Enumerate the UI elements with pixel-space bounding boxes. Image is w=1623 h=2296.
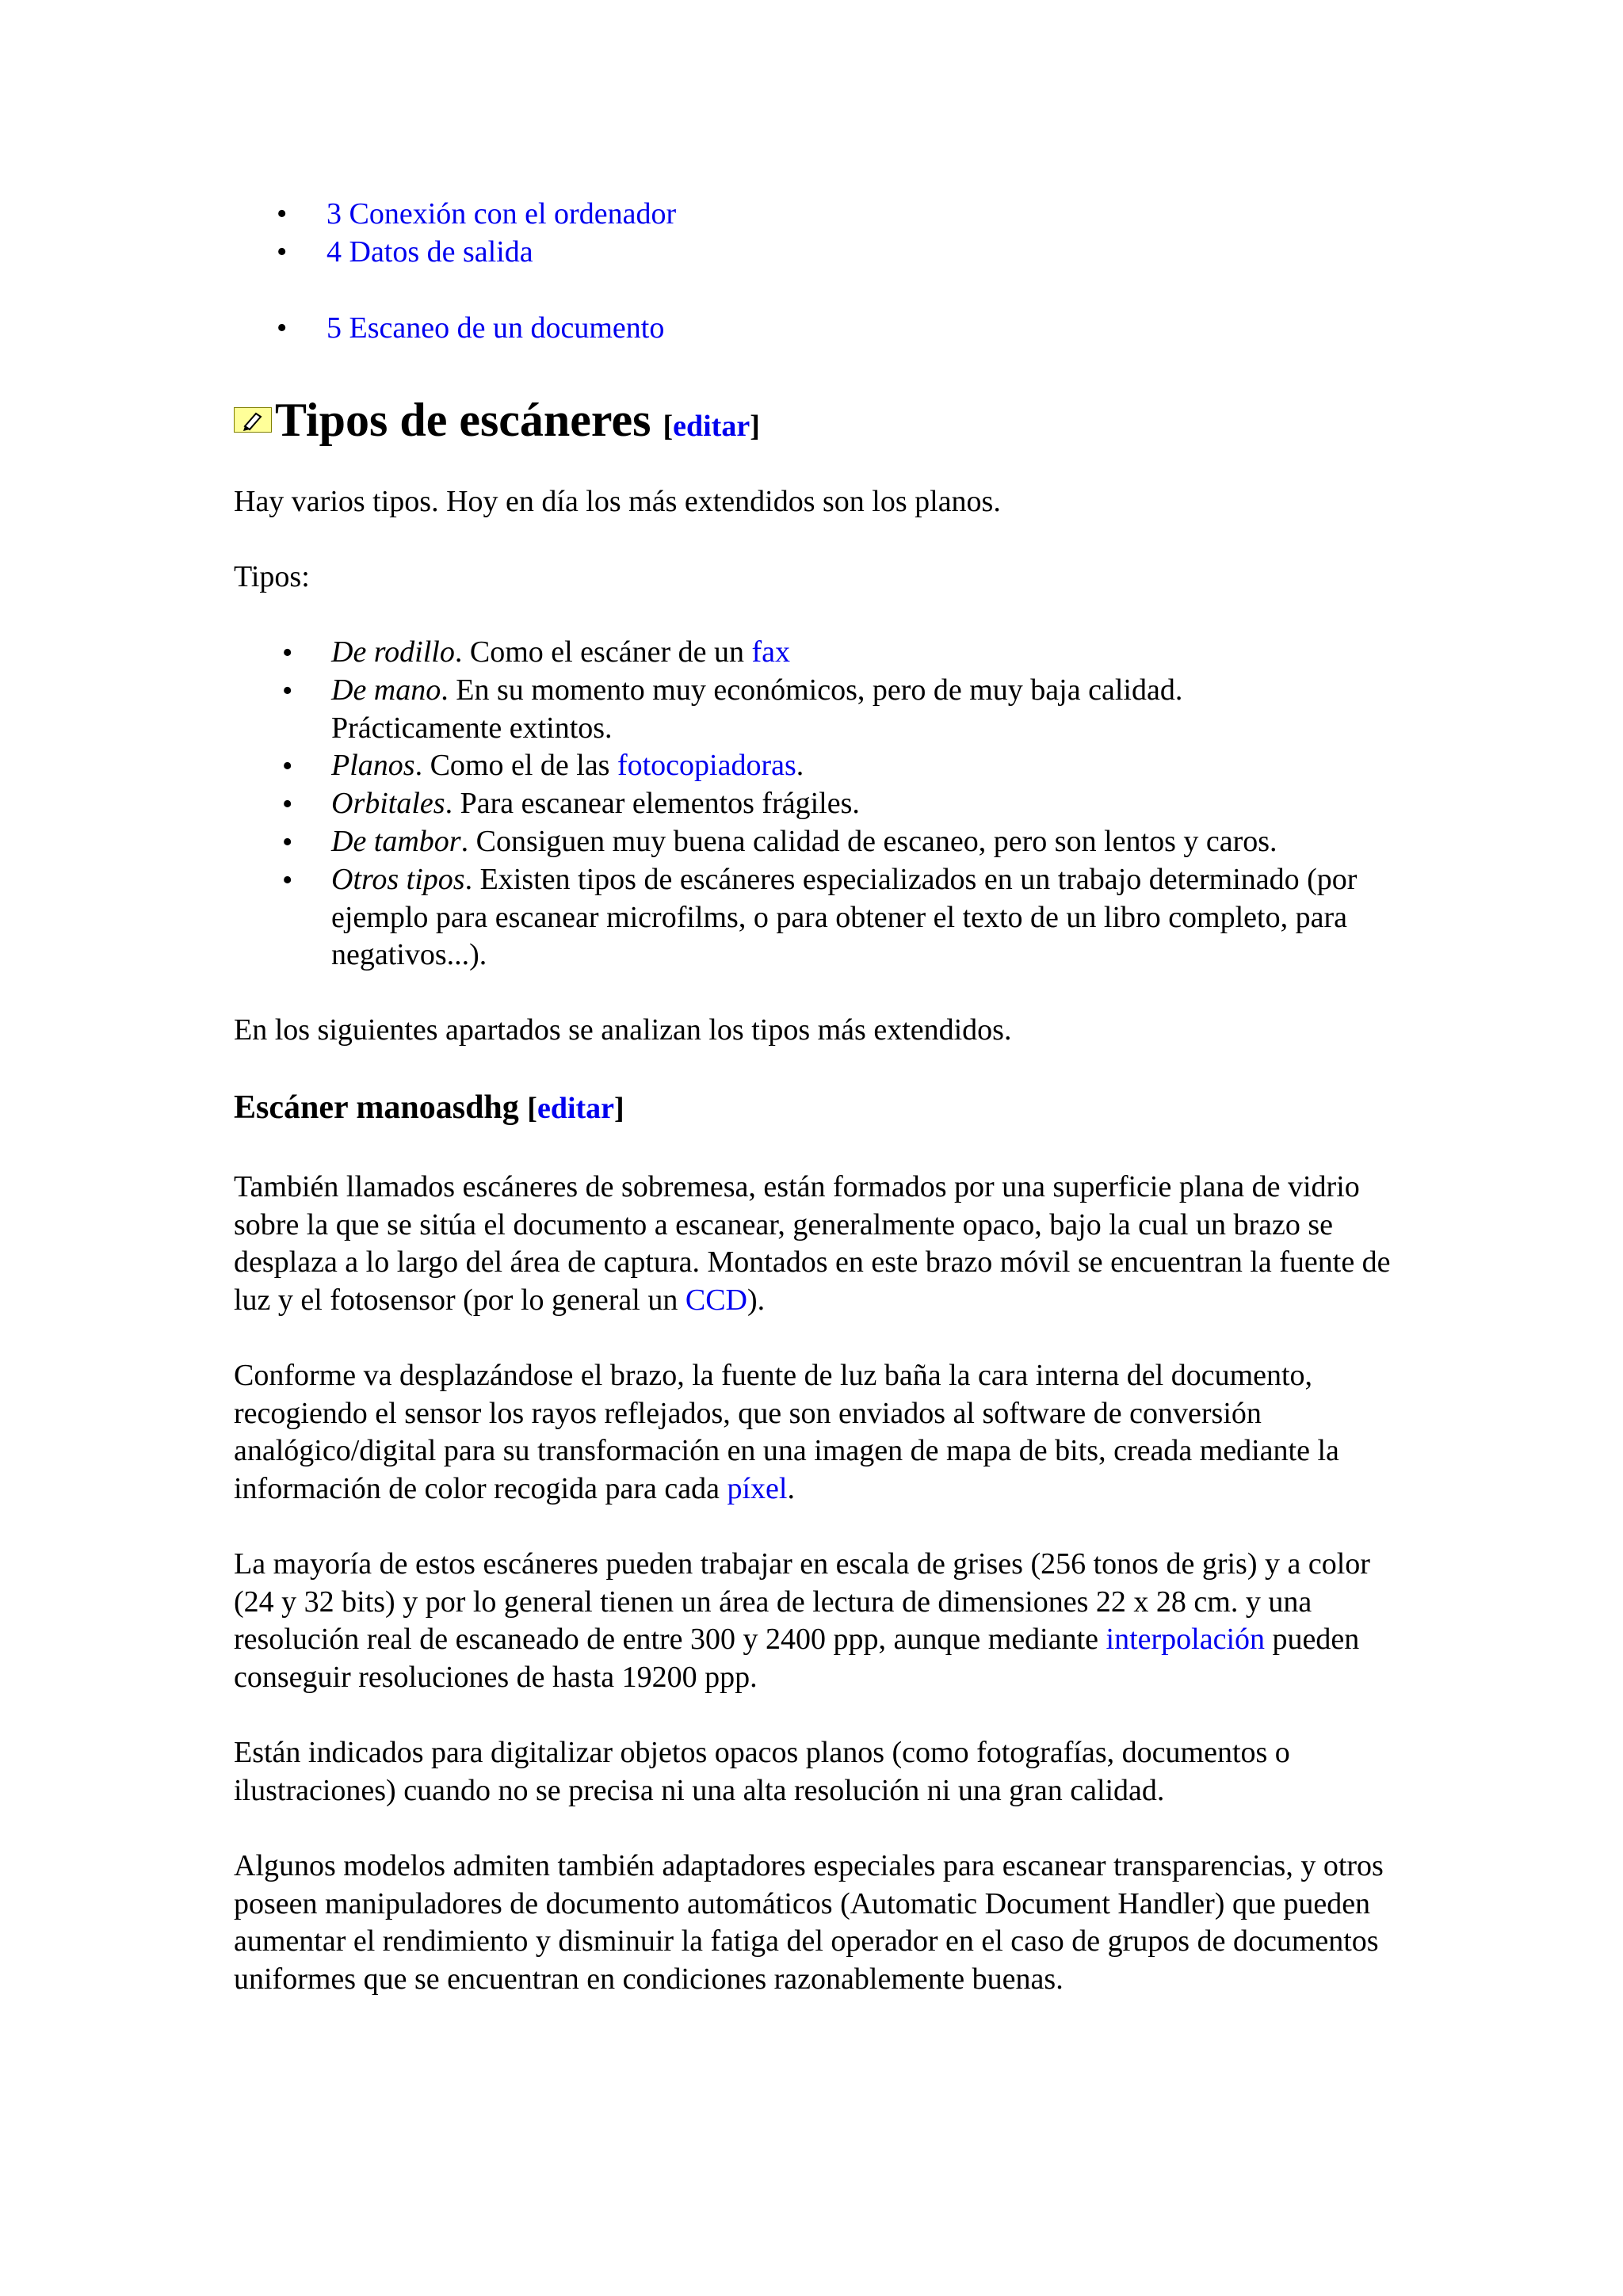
outro-paragraph: En los siguientes apartados se analizan los tipos más extendidos. <box>234 1013 1012 1047</box>
bullet: • <box>282 826 293 859</box>
type-name: De mano <box>331 673 441 707</box>
paragraph-text: La mayoría de estos escáneres pueden trabajar en escala de grises (256 tonos de gris) y a color (24 y 32 bits) y por lo general tienen un área de lectura de dimensiones 22 x 28 cm. y una resolución real de escaneado de entre 300 y 2400 ppp, aunque mediante <box>234 1547 1370 1657</box>
pixel-link[interactable]: píxel <box>727 1471 788 1505</box>
bullet: • <box>282 636 293 669</box>
type-text: . Como el de las <box>414 749 617 782</box>
type-text: . Existen tipos de escáneres especializados en un trabajo determinado (por ejemplo para escanear microfilms, o para obtener el texto de un libro completo, para negativos...). <box>331 863 1358 972</box>
type-text: . Consiguen muy buena calidad de escaneo, pero son lentos y caros. <box>460 825 1277 858</box>
toc-link[interactable]: 5 Escaneo de un documento <box>327 311 665 345</box>
type-text: . Como el escáner de un <box>454 635 752 669</box>
paragraph-text: También llamados escáneres de sobremesa, están formados por una superficie plana de vidrio sobre la que se sitúa el documento a escanear, generalmente opaco, bajo la cual un brazo se desplaza a lo largo del área de captura. Montados en este brazo móvil se encuentran la fuente de luz y el fotosensor (por lo general un <box>234 1170 1391 1317</box>
toc-link[interactable]: 3 Conexión con el ordenador <box>327 197 677 231</box>
edit-link[interactable]: editar <box>537 1092 615 1125</box>
type-text: . Para escanear elementos frágiles. <box>445 787 860 820</box>
edit-link-wrapper <box>527 1092 624 1125</box>
paragraph-text: Conforme va desplazándose el brazo, la fuente de luz baña la cara interna del documento, recogiendo el sensor los rayos reflejados, que son enviados al software de conversión analógico/digital para su transformación en una imagen de mapa de bits, creada mediante la información de color recogida para cada <box>234 1359 1339 1505</box>
type-link[interactable]: fax <box>751 635 790 669</box>
type-name: Otros tipos <box>331 863 465 896</box>
type-text: . En su momento muy económicos, pero de muy baja calidad. Prácticamente extintos. <box>331 673 1183 745</box>
section-heading-manoasdhg <box>234 1085 624 1131</box>
interpolacion-link[interactable]: interpolación <box>1106 1623 1266 1657</box>
section-title: Escáner manoasdhg <box>234 1089 519 1126</box>
bullet: • <box>282 674 293 707</box>
bullet: • <box>277 235 288 269</box>
paragraph-1 <box>234 1169 1399 1319</box>
edit-section-icon[interactable] <box>234 388 272 414</box>
type-name: De rodillo <box>331 635 455 669</box>
section-title: Tipos de escáneres <box>275 394 651 446</box>
bracket-close: ] <box>614 1092 624 1125</box>
type-name: Planos <box>331 749 415 782</box>
bullet: • <box>282 749 293 783</box>
bullet: • <box>282 864 293 897</box>
bracket-open: [ <box>663 410 674 443</box>
paragraph-text-post: . <box>787 1471 795 1505</box>
paragraph-3 <box>234 1546 1399 1696</box>
type-name: Orbitales <box>331 787 445 820</box>
bullet: • <box>277 197 288 231</box>
type-link[interactable]: fotocopiadoras <box>617 749 796 782</box>
toc-link[interactable]: 4 Datos de salida <box>327 235 533 269</box>
bullet: • <box>282 788 293 821</box>
edit-link[interactable]: editar <box>673 410 750 443</box>
bracket-open: [ <box>527 1092 537 1125</box>
bullet: • <box>277 311 288 345</box>
section-heading-tipos <box>234 388 760 455</box>
type-text-post: . <box>796 749 804 782</box>
paragraph-text-post: pueden conseguir resoluciones de hasta 19200 ppp. <box>234 1623 1360 1694</box>
paragraph-2 <box>234 1357 1399 1508</box>
types-label: Tipos: <box>234 560 310 593</box>
bracket-close: ] <box>750 410 760 443</box>
ccd-link[interactable]: CCD <box>685 1283 747 1317</box>
type-name: De tambor <box>331 825 461 858</box>
edit-link-wrapper <box>663 410 759 443</box>
paragraph-4: Están indicados para digitalizar objetos opacos planos (como fotografías, documentos o ilustraciones) cuando no se precisa ni una alta resolución ni una gran calidad. <box>234 1736 1290 1807</box>
intro-paragraph: Hay varios tipos. Hoy en día los más extendidos son los planos. <box>234 485 1001 518</box>
paragraph-text-post: ). <box>747 1283 766 1317</box>
paragraph-5: Algunos modelos admiten también adaptadores especiales para escanear transparencias, y otros poseen manipuladores de documento automáticos (Automatic Document Handler) que pueden aumentar el rendimiento y disminuir la fatiga del operador en el caso de grupos de documentos uniformes que se encuentran en condiciones razonablemente buenas. <box>234 1849 1384 1996</box>
